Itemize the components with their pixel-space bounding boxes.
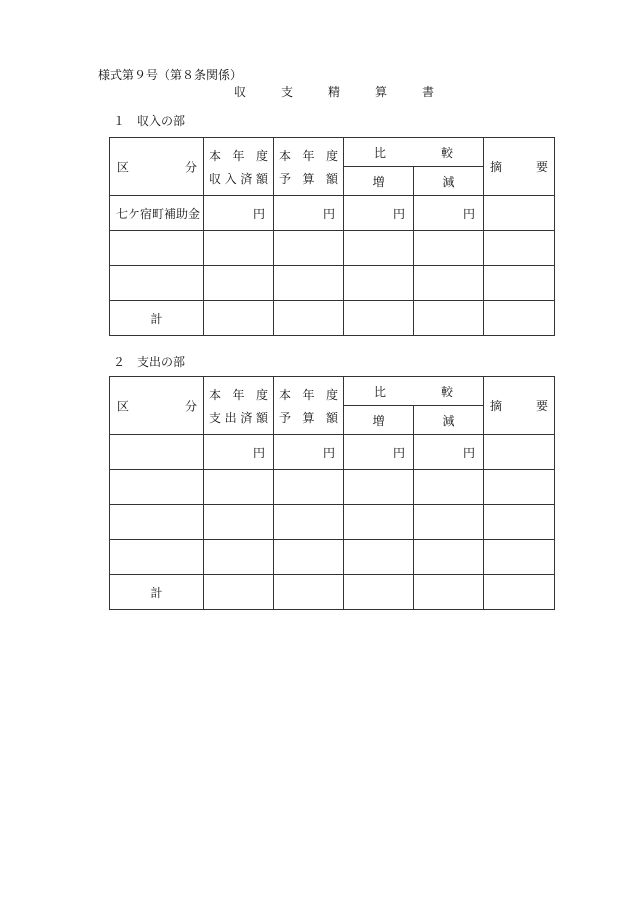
- form-number: 様式第９号（第８条関係）: [98, 68, 243, 82]
- remarks-cell[interactable]: [484, 301, 555, 336]
- increase-cell[interactable]: [344, 301, 414, 336]
- increase-cell[interactable]: [344, 540, 414, 575]
- table-row: [110, 435, 555, 470]
- header-category: [110, 377, 204, 435]
- income-table: [109, 137, 555, 336]
- remarks-cell[interactable]: [484, 540, 555, 575]
- budget-amount-cell[interactable]: [274, 540, 344, 575]
- header-category-right: 分: [184, 160, 197, 174]
- header-decrease: 減: [414, 406, 484, 435]
- header-comparison: 比 較: [344, 377, 484, 406]
- expense-section-heading: [113, 353, 185, 370]
- header-remarks: 摘 要: [484, 138, 555, 196]
- budget-amount-cell[interactable]: [274, 231, 344, 266]
- total-row: [110, 575, 555, 610]
- remarks-cell[interactable]: [484, 505, 555, 540]
- increase-cell[interactable]: [344, 575, 414, 610]
- budget-amount-cell[interactable]: [274, 470, 344, 505]
- header-budget-amount: 本 年 度 予 算 額: [274, 377, 344, 435]
- increase-cell[interactable]: [344, 231, 414, 266]
- decrease-cell[interactable]: 円: [414, 196, 484, 231]
- table-row: [110, 231, 555, 266]
- header-increase: 増: [344, 406, 414, 435]
- budget-amount-cell[interactable]: 円: [274, 196, 344, 231]
- decrease-cell[interactable]: [414, 266, 484, 301]
- budget-amount-cell[interactable]: [274, 575, 344, 610]
- budget-amount-cell[interactable]: [274, 266, 344, 301]
- header-category-right: 分: [184, 399, 197, 413]
- increase-cell[interactable]: [344, 505, 414, 540]
- item-name-cell[interactable]: [110, 266, 204, 301]
- remarks-cell[interactable]: [484, 266, 555, 301]
- budget-amount-cell[interactable]: [274, 301, 344, 336]
- table-row: [110, 505, 555, 540]
- title-char: 算: [374, 85, 387, 99]
- decrease-cell[interactable]: [414, 301, 484, 336]
- increase-cell[interactable]: [344, 470, 414, 505]
- header-budget-amount: 本 年 度 予 算 額: [274, 138, 344, 196]
- table-row: [110, 540, 555, 575]
- header-spent-amount: 本 年 度 支 出 済 額: [204, 377, 274, 435]
- received-amount-cell[interactable]: 円: [204, 196, 274, 231]
- item-name-cell[interactable]: 七ケ宿町補助金: [110, 196, 204, 231]
- received-amount-cell[interactable]: [204, 231, 274, 266]
- header-category-left: 区: [117, 399, 130, 413]
- decrease-cell[interactable]: [414, 505, 484, 540]
- total-label: 計: [110, 575, 204, 610]
- decrease-cell[interactable]: [414, 470, 484, 505]
- decrease-cell[interactable]: [414, 231, 484, 266]
- increase-cell[interactable]: 円: [344, 435, 414, 470]
- spent-amount-cell[interactable]: [204, 470, 274, 505]
- item-name-cell[interactable]: [110, 470, 204, 505]
- header-row: [110, 138, 555, 167]
- section-number: ２: [113, 355, 126, 369]
- remarks-cell[interactable]: [484, 470, 555, 505]
- header-increase: 増: [344, 167, 414, 196]
- increase-cell[interactable]: [344, 266, 414, 301]
- table-row: [110, 266, 555, 301]
- section-title: 収入の部: [137, 114, 186, 128]
- remarks-cell[interactable]: [484, 435, 555, 470]
- spent-amount-cell[interactable]: [204, 505, 274, 540]
- received-amount-cell[interactable]: [204, 301, 274, 336]
- spent-amount-cell[interactable]: [204, 540, 274, 575]
- spent-amount-cell[interactable]: 円: [204, 435, 274, 470]
- section-number: １: [113, 114, 126, 128]
- title-char: 収: [234, 85, 247, 99]
- header-comparison: 比 較: [344, 138, 484, 167]
- header-category: [110, 138, 204, 196]
- header-remarks: 摘 要: [484, 377, 555, 435]
- item-name-cell[interactable]: [110, 540, 204, 575]
- title-char: 支: [280, 85, 293, 99]
- section-title: 支出の部: [137, 355, 186, 369]
- remarks-cell[interactable]: [484, 196, 555, 231]
- table-row: [110, 470, 555, 505]
- remarks-cell[interactable]: [484, 575, 555, 610]
- increase-cell[interactable]: 円: [344, 196, 414, 231]
- title-char: 精: [327, 85, 340, 99]
- decrease-cell[interactable]: [414, 575, 484, 610]
- header-received-amount: 本 年 度 収 入 済 額: [204, 138, 274, 196]
- income-section-heading: [113, 112, 185, 129]
- remarks-cell[interactable]: [484, 231, 555, 266]
- item-name-cell[interactable]: [110, 505, 204, 540]
- table-row: [110, 196, 555, 231]
- total-row: [110, 301, 555, 336]
- document-title: [234, 83, 434, 100]
- spent-amount-cell[interactable]: [204, 575, 274, 610]
- header-decrease: 減: [414, 167, 484, 196]
- expense-table: [109, 376, 555, 610]
- decrease-cell[interactable]: [414, 540, 484, 575]
- total-label: 計: [110, 301, 204, 336]
- received-amount-cell[interactable]: [204, 266, 274, 301]
- budget-amount-cell[interactable]: 円: [274, 435, 344, 470]
- budget-amount-cell[interactable]: [274, 505, 344, 540]
- title-char: 書: [421, 85, 434, 99]
- item-name-cell[interactable]: [110, 231, 204, 266]
- item-name-cell[interactable]: [110, 435, 204, 470]
- header-row: [110, 377, 555, 406]
- decrease-cell[interactable]: 円: [414, 435, 484, 470]
- header-category-left: 区: [117, 160, 130, 174]
